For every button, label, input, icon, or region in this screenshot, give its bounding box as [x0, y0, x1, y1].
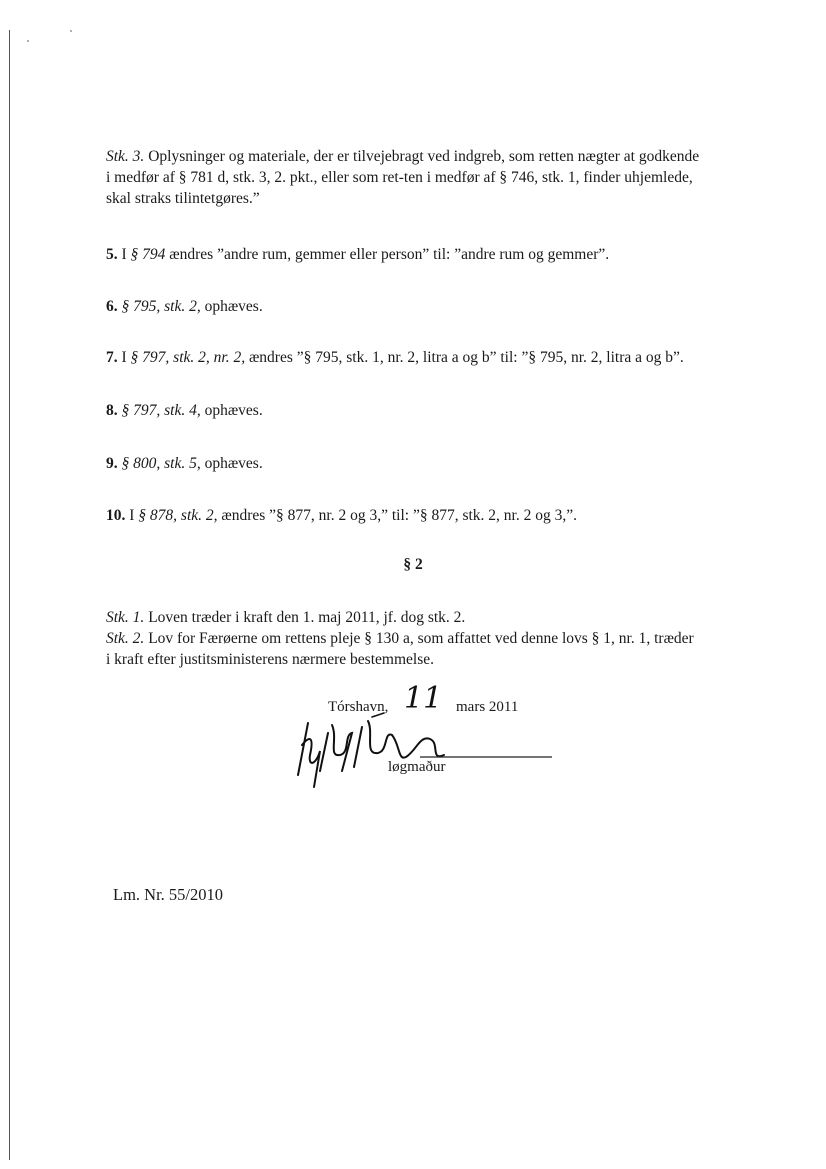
item-prefix: I: [117, 246, 131, 263]
s2-stk1-text: Loven træder i kraft den 1. maj 2011, jf. dog stk. 2.: [144, 609, 466, 626]
item-number: 5.: [106, 246, 118, 263]
item-number: 10.: [106, 507, 126, 524]
item-prefix: I: [125, 507, 139, 524]
stk3-paragraph: [106, 146, 746, 209]
s2-stk2-text: Lov for Færøerne om rettens pleje § 130 a, som affattet ved denne lovs § 1, nr. 1, træder: [144, 630, 694, 647]
s2-stk2-label: Stk. 2.: [106, 630, 145, 647]
item-8: [106, 400, 746, 421]
stk3-text: Oplysninger og materiale, der er tilvejebragt ved indgreb, som retten nægter at godkende: [144, 148, 700, 165]
handwritten-signature: [280, 705, 570, 805]
scan-edge-line: [9, 30, 10, 1160]
item-number: 7.: [106, 349, 118, 366]
item-number: 9.: [106, 455, 118, 472]
item-text: ophæves.: [200, 455, 263, 472]
item-reference: § 794: [130, 246, 166, 263]
item-5: [106, 244, 746, 265]
item-9: [106, 453, 746, 474]
item-7: [106, 347, 746, 368]
item-reference: § 795, stk. 2,: [121, 298, 201, 315]
signature-place: Tórshavn,: [328, 699, 389, 715]
scan-speck: [27, 40, 29, 42]
item-reference: § 800, stk. 5,: [121, 455, 201, 472]
item-text: ophæves.: [200, 298, 263, 315]
stk3-line-1: [106, 146, 746, 167]
section-2-body: [106, 607, 746, 670]
signature-month-year: mars 2011: [456, 699, 519, 715]
item-reference: § 878, stk. 2,: [138, 507, 218, 524]
stk3-line-2: i medfør af § 781 d, stk. 3, 2. pkt., eller som ret-ten i medfør af § 746, stk. 1, finder uhjemlede,: [106, 169, 693, 186]
s2-stk1-label: Stk. 1.: [106, 609, 145, 626]
item-prefix: I: [117, 349, 131, 366]
item-6: [106, 296, 746, 317]
item-text: ændres ”§ 877, nr. 2 og 3,” til: ”§ 877, stk. 2, nr. 2 og 3,”.: [217, 507, 577, 524]
stk3-line-3: skal straks tilintetgøres.”: [106, 190, 260, 207]
signature-day: 11: [404, 681, 443, 716]
document-reference: Lm. Nr. 55/2010: [113, 885, 223, 904]
item-text: ændres ”andre rum, gemmer eller person” til: ”andre rum og gemmer”.: [165, 246, 610, 263]
s2-stk2: [106, 628, 746, 649]
scan-speck: [70, 30, 72, 32]
item-10: [106, 505, 746, 526]
section-2-heading: § 2: [403, 556, 423, 573]
item-number: 8.: [106, 402, 118, 419]
s2-stk1: [106, 607, 746, 628]
signature-role: løgmaður: [388, 759, 446, 775]
item-text: ophæves.: [200, 402, 263, 419]
item-reference: § 797, stk. 2, nr. 2,: [130, 349, 246, 366]
signature-block: [280, 681, 580, 805]
item-reference: § 797, stk. 4,: [121, 402, 201, 419]
item-text: ændres ”§ 795, stk. 1, nr. 2, litra a og b” til: ”§ 795, nr. 2, litra a og b”.: [245, 349, 684, 366]
item-number: 6.: [106, 298, 118, 315]
stk3-label: Stk. 3.: [106, 148, 145, 165]
s2-stk2-line-2: i kraft efter justitsministerens nærmere bestemmelse.: [106, 651, 434, 668]
